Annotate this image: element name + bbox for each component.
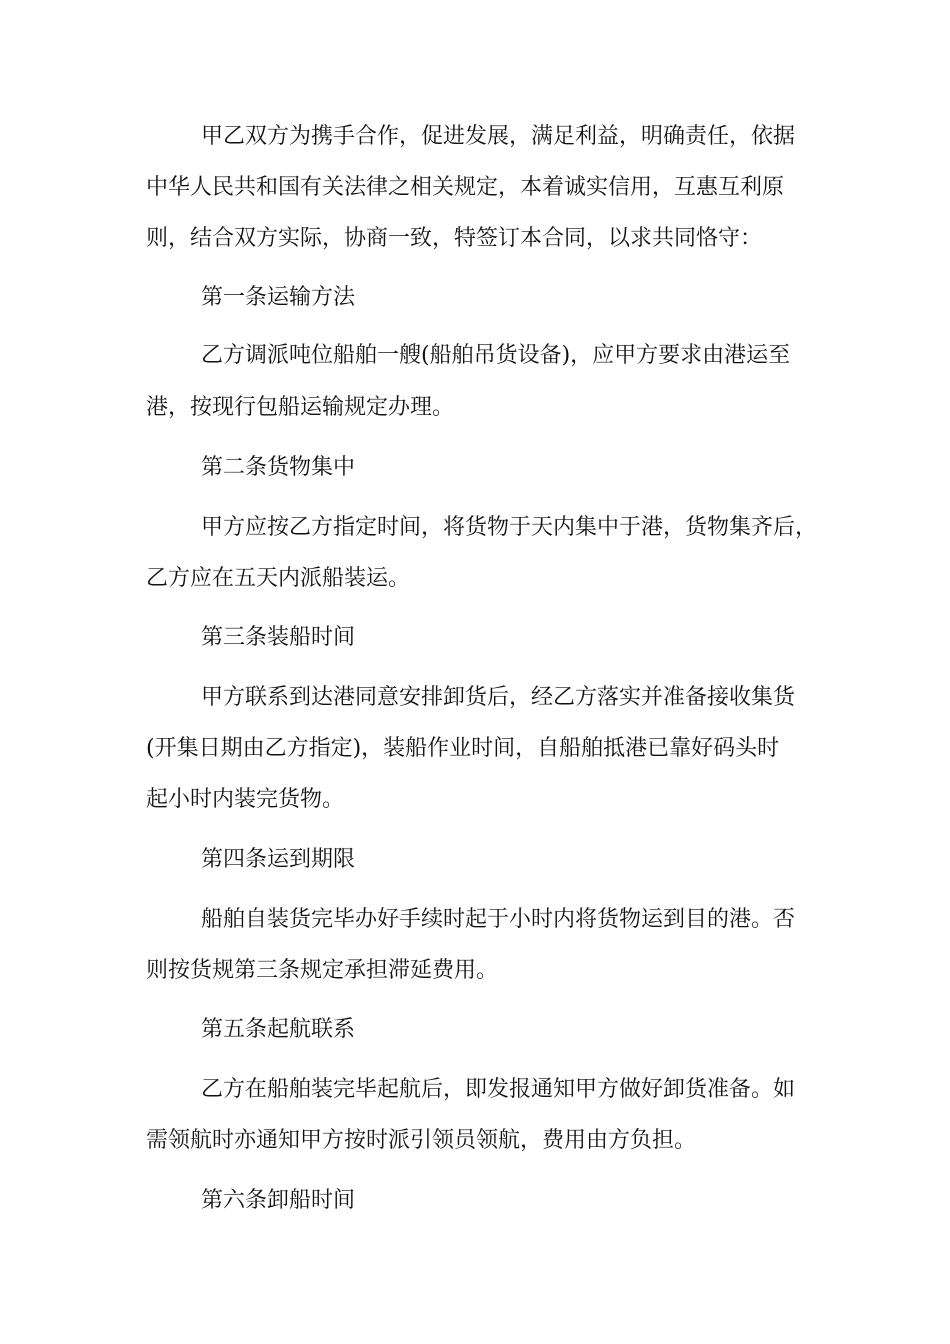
paragraph-line: 港，按现行包船运输规定办理。: [146, 395, 455, 420]
paragraph-line: 甲方应按乙方指定时间，将货物于天内集中于港，货物集齐后，: [201, 515, 818, 540]
section-heading-2: 第二条货物集中: [201, 455, 356, 480]
section-heading-4: 第四条运到期限: [201, 847, 356, 872]
paragraph-line: 甲方联系到达港同意安排卸货后，经乙方落实并准备接收集货: [201, 685, 796, 710]
section-heading-5: 第五条起航联系: [201, 1017, 356, 1042]
section-heading-3: 第三条装船时间: [201, 625, 356, 650]
paragraph-line: (开集日期由乙方指定)，装船作业时间，自船舶抵港已靠好码头时: [146, 736, 780, 761]
paragraph-line: 中华人民共和国有关法律之相关规定，本着诚实信用，互惠互利原: [146, 175, 785, 200]
section-heading-6: 第六条卸船时间: [201, 1188, 356, 1213]
paragraph-line: 乙方调派吨位船舶一艘(船舶吊货设备)，应甲方要求由港运至: [201, 343, 791, 368]
paragraph-line: 甲乙双方为携手合作，促进发展，满足利益，明确责任，依据: [201, 124, 796, 149]
paragraph-line: 乙方在船舶装完毕起航后，即发报通知甲方做好卸货准备。如: [201, 1077, 796, 1102]
paragraph-line: 则，结合双方实际，协商一致，特签订本合同，以求共同恪守：: [146, 226, 763, 251]
paragraph-line: 则按货规第三条规定承担滞延费用。: [146, 958, 499, 983]
paragraph-line: 乙方应在五天内派船装运。: [146, 566, 411, 591]
paragraph-line: 起小时内装完货物。: [146, 787, 345, 812]
paragraph-line: 需领航时亦通知甲方按时派引领员领航，费用由方负担。: [146, 1128, 697, 1153]
paragraph-line: 船舶自装货完毕办好手续时起于小时内将货物运到目的港。否: [201, 907, 796, 932]
section-heading-1: 第一条运输方法: [201, 285, 356, 310]
